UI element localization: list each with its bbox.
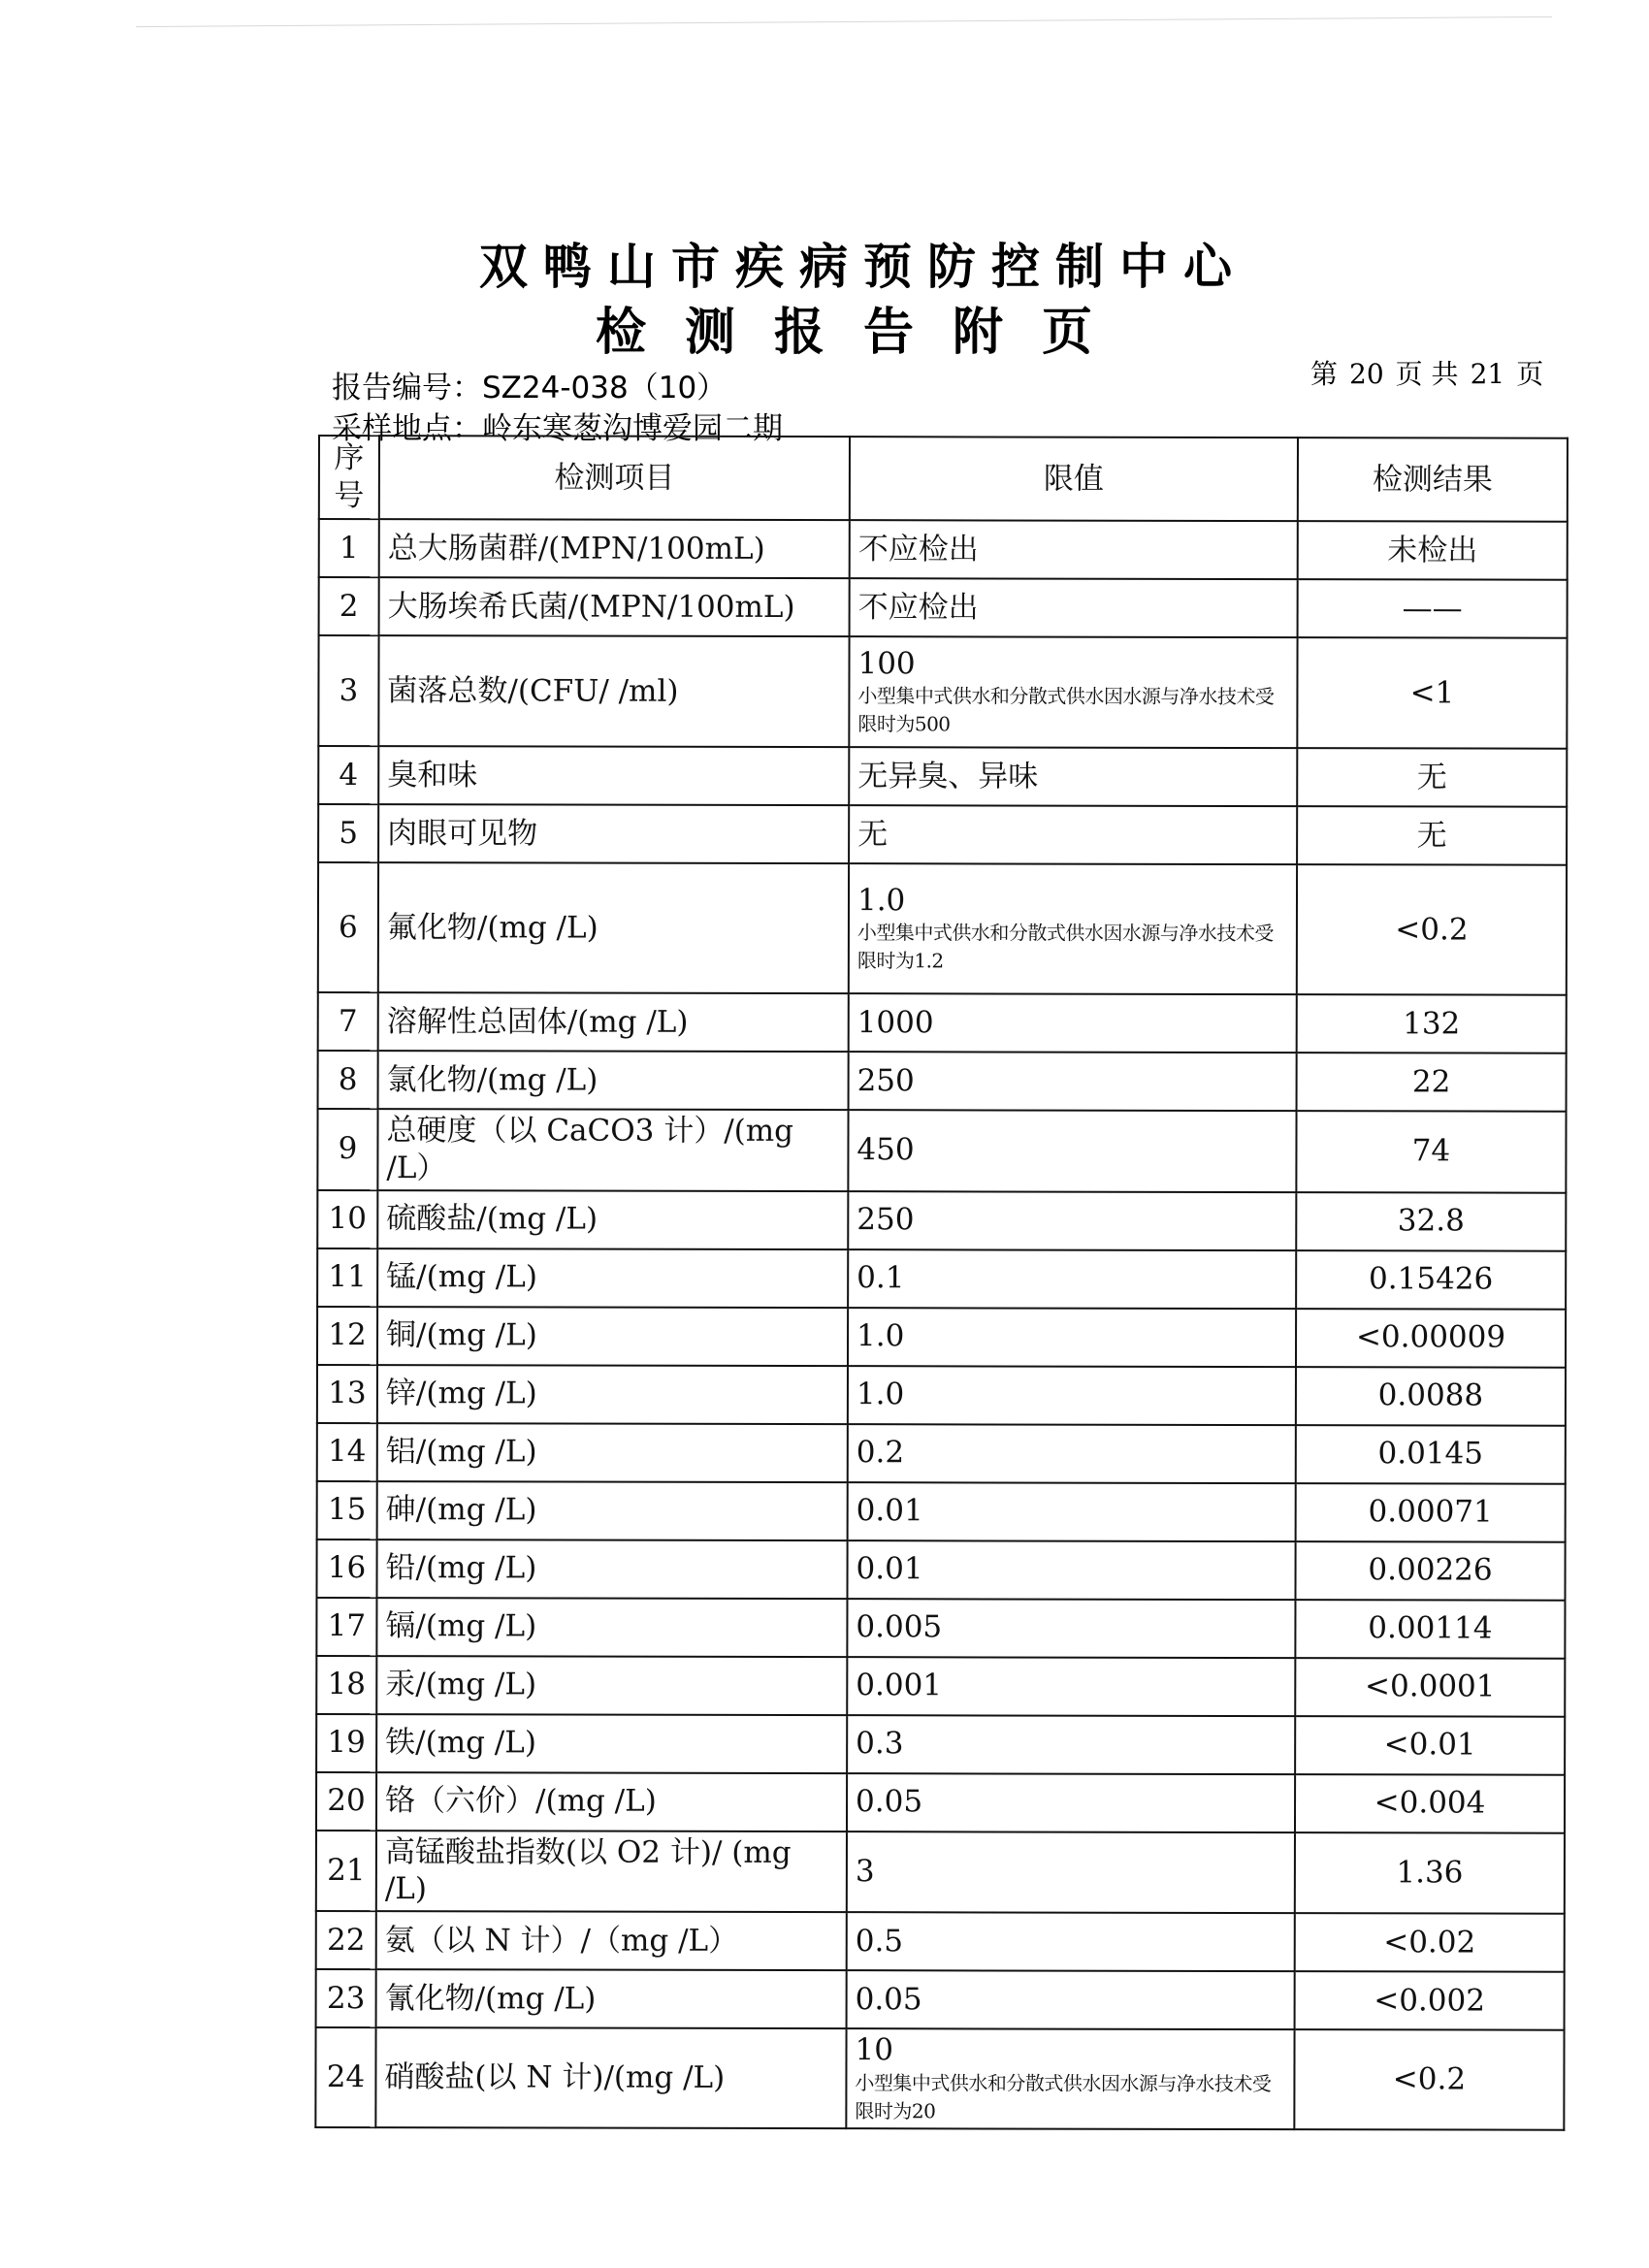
limit-value: 100 xyxy=(857,645,916,681)
limit-value: 1.0 xyxy=(857,882,906,918)
test-result: 1.36 xyxy=(1295,1832,1565,1914)
table-row xyxy=(318,1051,1567,1112)
limit-value: 无 xyxy=(857,816,889,852)
test-item: 铅/(mg /L) xyxy=(376,1539,847,1599)
table-row xyxy=(319,519,1568,580)
limit-cell xyxy=(847,1715,1295,1774)
test-result: 132 xyxy=(1297,994,1567,1053)
table-row xyxy=(315,2027,1564,2129)
report-title: 检测报告附页 xyxy=(595,304,1131,362)
limit-value: 0.005 xyxy=(856,1609,943,1645)
row-number: 23 xyxy=(316,1969,376,2027)
test-result: <0.004 xyxy=(1295,1774,1565,1833)
table-row xyxy=(316,1911,1565,1972)
table-row xyxy=(317,1190,1566,1251)
limit-cell xyxy=(849,636,1297,748)
page-mid: 页 共 xyxy=(1395,358,1459,390)
table-row xyxy=(317,1422,1566,1483)
row-number: 21 xyxy=(316,1830,376,1911)
limit-cell xyxy=(848,1249,1296,1309)
scan-edge-line xyxy=(136,16,1552,27)
row-number: 2 xyxy=(319,577,379,635)
row-number: 14 xyxy=(317,1422,377,1480)
limit-value: 无异臭、异味 xyxy=(857,758,1039,794)
test-item: 溶解性总固体/(mg /L) xyxy=(378,992,849,1052)
table-row xyxy=(316,1713,1565,1774)
row-number: 11 xyxy=(317,1248,377,1307)
page-suffix: 页 xyxy=(1516,358,1544,390)
row-number: 24 xyxy=(315,2027,375,2127)
results-table xyxy=(314,435,1568,2130)
table-row xyxy=(316,1539,1565,1600)
test-item: 总大肠菌群/(MPN/100mL) xyxy=(379,519,850,578)
limit-cell xyxy=(849,747,1297,806)
test-item: 铁/(mg /L) xyxy=(376,1714,847,1773)
test-result: 无 xyxy=(1297,748,1567,807)
limit-cell xyxy=(847,1912,1295,1971)
limit-value: 0.01 xyxy=(856,1493,923,1529)
limit-value: 250 xyxy=(857,1202,915,1238)
limit-value: 0.05 xyxy=(856,1784,923,1820)
row-number: 22 xyxy=(316,1911,376,1969)
table-row xyxy=(318,746,1567,807)
limit-value: 不应检出 xyxy=(857,531,979,567)
limit-value: 10 xyxy=(855,2032,894,2068)
row-number: 15 xyxy=(317,1480,377,1539)
report-number xyxy=(332,363,727,406)
page-total: 21 xyxy=(1470,358,1505,390)
table-row xyxy=(319,577,1568,638)
limit-value: 0.1 xyxy=(857,1260,905,1296)
test-result: 0.00226 xyxy=(1295,1541,1565,1601)
test-item: 氨（以 N 计）/（mg /L） xyxy=(376,1911,847,1970)
limit-cell xyxy=(850,578,1298,637)
test-result: 32.8 xyxy=(1296,1192,1566,1251)
test-result: 0.00114 xyxy=(1295,1600,1565,1659)
report-number-label: 报告编号： xyxy=(332,371,482,405)
test-item: 锌/(mg /L) xyxy=(377,1365,848,1424)
table-row xyxy=(316,1830,1565,1913)
limit-value: 0.5 xyxy=(855,1923,904,1959)
table-row xyxy=(317,1248,1566,1310)
table-row xyxy=(318,635,1567,749)
page-current: 20 xyxy=(1349,358,1384,390)
test-result: 0.0145 xyxy=(1296,1425,1566,1484)
limit-cell xyxy=(847,1540,1295,1600)
table-header-row xyxy=(319,436,1568,522)
test-item: 大肠埃希氏菌/(MPN/100mL) xyxy=(379,577,850,636)
limit-cell xyxy=(849,993,1297,1053)
limit-value: 3 xyxy=(855,1854,875,1890)
limit-cell xyxy=(848,1308,1296,1367)
row-number: 13 xyxy=(317,1365,377,1423)
row-number: 5 xyxy=(318,804,378,862)
table-row xyxy=(318,804,1567,865)
test-result: <0.2 xyxy=(1294,2029,1564,2129)
limit-value: 0.2 xyxy=(856,1435,905,1471)
limit-cell xyxy=(848,1366,1296,1425)
test-item: 硫酸盐/(mg /L) xyxy=(377,1190,848,1249)
row-number: 18 xyxy=(316,1655,376,1713)
header-limit: 限值 xyxy=(850,437,1298,521)
row-number: 1 xyxy=(319,519,379,577)
limit-cell xyxy=(849,1052,1297,1111)
test-item: 汞/(mg /L) xyxy=(376,1656,847,1715)
limit-cell xyxy=(848,1482,1296,1541)
limit-value: 1.0 xyxy=(856,1377,905,1412)
test-item: 肉眼可见物 xyxy=(378,804,849,863)
test-item: 氯化物/(mg /L) xyxy=(378,1051,849,1110)
table-row xyxy=(317,1480,1566,1541)
row-number: 6 xyxy=(318,862,378,992)
header-no: 序号 xyxy=(319,436,379,519)
limit-cell xyxy=(847,1599,1295,1658)
limit-cell xyxy=(848,1191,1296,1250)
table-row xyxy=(317,1109,1566,1192)
test-result: —— xyxy=(1298,579,1568,638)
report-number-value: SZ24-038（10） xyxy=(482,371,728,405)
row-number: 17 xyxy=(316,1597,376,1655)
institution-title: 双鸭山市疾病预防控制中心 xyxy=(479,239,1247,295)
limit-value: 1000 xyxy=(857,1004,934,1040)
test-result: 74 xyxy=(1296,1111,1566,1192)
test-item: 臭和味 xyxy=(378,746,849,805)
row-number: 12 xyxy=(317,1307,377,1365)
test-result: 0.00071 xyxy=(1296,1483,1566,1542)
test-item: 锰/(mg /L) xyxy=(377,1248,848,1308)
limit-cell xyxy=(849,805,1297,864)
test-item: 砷/(mg /L) xyxy=(377,1481,848,1540)
test-result: <0.0001 xyxy=(1295,1658,1565,1717)
test-result: 0.15426 xyxy=(1296,1250,1566,1310)
limit-value: 0.01 xyxy=(856,1551,923,1587)
limit-value: 0.05 xyxy=(855,1981,922,2017)
table-row xyxy=(316,1969,1565,2030)
test-item: 铜/(mg /L) xyxy=(377,1307,848,1366)
test-item: 氰化物/(mg /L) xyxy=(376,1969,847,2028)
row-number: 3 xyxy=(318,635,378,746)
sampling-site-value: 岭东寒葱沟博爱园二期 xyxy=(482,411,783,446)
test-result: <0.02 xyxy=(1295,1913,1565,1972)
row-number: 8 xyxy=(318,1051,378,1109)
header-result: 检测结果 xyxy=(1298,437,1568,522)
test-item: 总硬度（以 CaCO3 计）/(mg /L） xyxy=(377,1109,848,1191)
row-number: 10 xyxy=(317,1190,377,1248)
test-result: <1 xyxy=(1297,637,1567,749)
row-number: 7 xyxy=(318,992,378,1051)
limit-value: 0.3 xyxy=(856,1726,904,1762)
test-result: <0.2 xyxy=(1297,864,1567,995)
test-result: 无 xyxy=(1297,806,1567,865)
limit-value: 1.0 xyxy=(857,1318,905,1354)
limit-note: 小型集中式供水和分散式供水因水源与净水技术受限时为20 xyxy=(855,2070,1272,2123)
table-body xyxy=(315,519,1567,2129)
limit-cell xyxy=(848,1424,1296,1483)
test-result: <0.01 xyxy=(1295,1716,1565,1775)
test-item: 铝/(mg /L) xyxy=(377,1423,848,1482)
test-result: <0.002 xyxy=(1295,1971,1565,2030)
test-result: <0.00009 xyxy=(1296,1309,1566,1368)
table-row xyxy=(318,992,1567,1053)
table-row xyxy=(317,1365,1566,1426)
test-item: 镉/(mg /L) xyxy=(376,1598,847,1657)
test-result: 22 xyxy=(1297,1053,1567,1112)
page-indicator xyxy=(1305,353,1549,392)
row-number: 9 xyxy=(317,1109,377,1190)
sampling-site-label: 采样地点： xyxy=(332,411,482,446)
test-result: 未检出 xyxy=(1298,521,1568,580)
test-item: 菌落总数/(CFU/ /ml) xyxy=(378,635,849,747)
limit-cell xyxy=(846,2028,1294,2129)
test-item: 高锰酸盐指数(以 O2 计)/ (mg /L) xyxy=(376,1831,847,1913)
page-prefix: 第 xyxy=(1310,358,1339,390)
limit-value: 450 xyxy=(857,1132,915,1168)
limit-cell xyxy=(848,1110,1296,1191)
limit-cell xyxy=(850,520,1298,579)
limit-cell xyxy=(849,863,1297,994)
limit-cell xyxy=(847,1657,1295,1716)
test-item: 硝酸盐(以 N 计)/(mg /L) xyxy=(375,2027,846,2128)
table-row xyxy=(318,862,1567,995)
row-number: 16 xyxy=(316,1539,376,1597)
test-item: 铬（六价）/(mg /L) xyxy=(376,1772,847,1831)
limit-note: 小型集中式供水和分散式供水因水源与净水技术受限时为1.2 xyxy=(857,921,1274,973)
row-number: 20 xyxy=(316,1771,376,1830)
limit-value: 250 xyxy=(857,1062,915,1098)
limit-value: 0.001 xyxy=(856,1668,943,1703)
table-row xyxy=(316,1655,1565,1716)
header-item: 检测项目 xyxy=(379,436,850,520)
table-row xyxy=(316,1771,1565,1832)
limit-cell xyxy=(847,1970,1295,2029)
row-number: 4 xyxy=(318,746,378,804)
table-row xyxy=(317,1307,1566,1368)
limit-note: 小型集中式供水和分散式供水因水源与净水技术受限时为500 xyxy=(857,684,1275,736)
test-result: 0.0088 xyxy=(1296,1367,1566,1426)
limit-value: 不应检出 xyxy=(857,589,979,626)
row-number: 19 xyxy=(316,1713,376,1771)
test-item: 氟化物/(mg /L) xyxy=(378,862,849,993)
limit-cell xyxy=(847,1773,1295,1832)
table-row xyxy=(316,1597,1565,1658)
limit-cell xyxy=(847,1831,1295,1913)
